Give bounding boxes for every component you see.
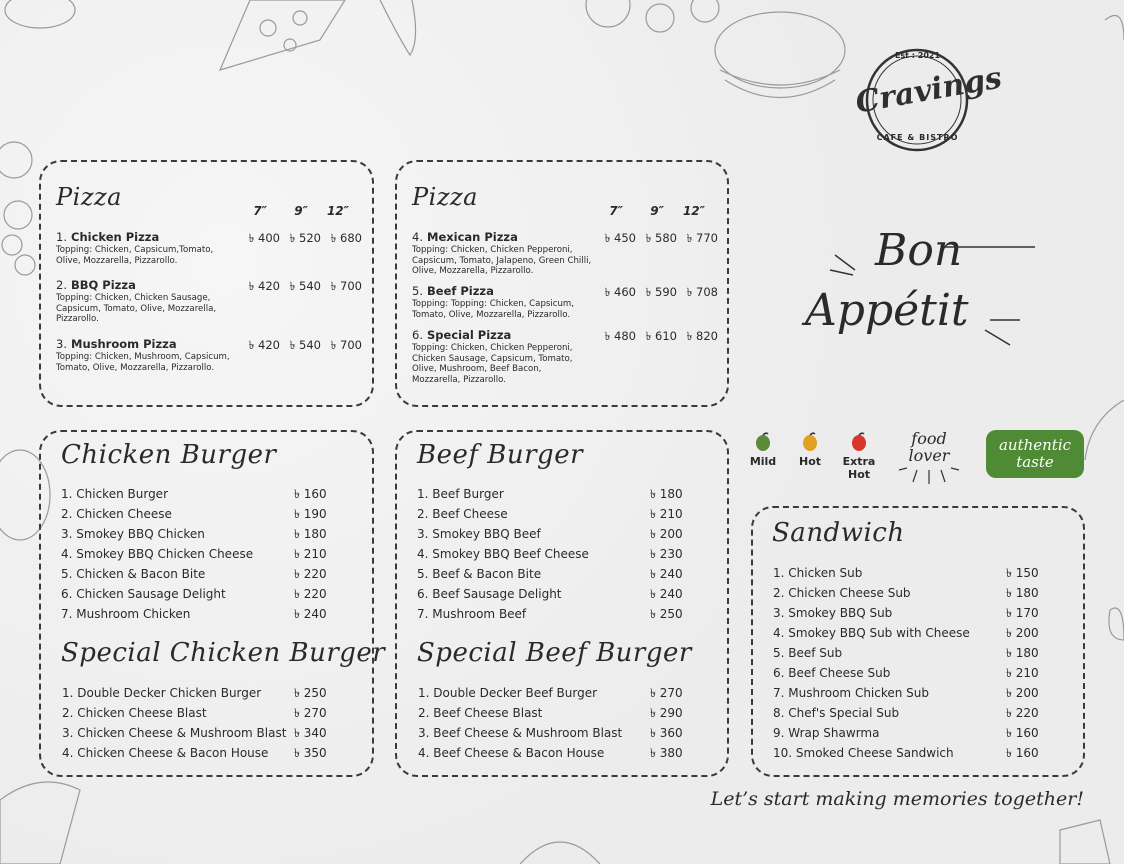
menu-item[interactable] (61, 544, 351, 564)
item-price: ৳ 200 (1006, 626, 1039, 640)
price-7: ৳ 420 (248, 279, 280, 293)
menu-item[interactable] (773, 663, 1068, 683)
legend-extra-hot-label-1: Extra (842, 455, 876, 468)
item-name: 4. Smokey BBQ Beef Cheese (417, 547, 589, 561)
item-price: ৳ 210 (650, 507, 683, 521)
beef-burger-list (417, 484, 707, 624)
menu-item[interactable] (418, 723, 708, 743)
special-chicken-burger-title: Special Chicken Burger (61, 638, 386, 668)
badge-line-1: authentic (998, 436, 1072, 454)
size-9: 9″ (650, 204, 664, 218)
item-num: 6. (412, 328, 423, 342)
tagline-line-1: Bon (875, 225, 963, 276)
item-price: ৳ 180 (294, 527, 327, 541)
item-name: 2. Beef Cheese (417, 507, 508, 521)
menu-item[interactable] (56, 230, 386, 266)
menu-item[interactable] (417, 544, 707, 564)
size-12: 12″ (682, 204, 705, 218)
item-price: ৳ 240 (294, 607, 327, 621)
price-9: ৳ 520 (289, 231, 321, 245)
legend-extra-hot-label-2: Hot (847, 468, 871, 481)
item-price: ৳ 380 (650, 746, 683, 760)
item-name: 4. Smokey BBQ Sub with Cheese (773, 626, 970, 640)
size-12: 12″ (326, 204, 349, 218)
item-name: 2. Beef Cheese Blast (418, 706, 543, 720)
item-price: ৳ 150 (1006, 566, 1039, 580)
chicken-burger-list (61, 484, 351, 624)
price-7: ৳ 400 (248, 231, 280, 245)
menu-item[interactable] (773, 583, 1068, 603)
chicken-burger-title: Chicken Burger (61, 440, 277, 470)
burst-lines-icon (897, 464, 961, 486)
item-name: BBQ Pizza (71, 278, 136, 292)
item-name: 1. Chicken Sub (773, 566, 863, 580)
sandwich-title: Sandwich (772, 518, 905, 548)
tagline-line-2: Appétit (805, 285, 969, 336)
item-name: 2. Chicken Cheese Blast (62, 706, 207, 720)
food-lover-line-2: lover (908, 446, 950, 465)
logo-sub: CAFE & BISTRO (876, 133, 959, 142)
item-price: ৳ 250 (650, 607, 683, 621)
item-name: 5. Beef & Bacon Bite (417, 567, 542, 581)
item-price: ৳ 350 (294, 746, 327, 760)
size-7: 7″ (609, 204, 623, 218)
item-topping: Topping: Chicken, Chicken Sausage, Capsicum, Tomato, Olive, Mozzarella, Pizzarollo. (56, 293, 217, 324)
item-topping: Topping: Topping: Chicken, Capsicum, Tomato, Olive, Mozzarella, Pizzarollo. (412, 299, 575, 320)
item-name: 2. Chicken Cheese (61, 507, 172, 521)
price-12: ৳ 700 (330, 338, 362, 352)
beef-burger-title: Beef Burger (417, 440, 584, 470)
menu-item[interactable] (412, 284, 742, 320)
item-name: 1. Chicken Burger (61, 487, 168, 501)
menu-item[interactable] (418, 743, 708, 763)
extra-hot-pepper-icon (850, 432, 868, 452)
item-price: ৳ 210 (1006, 666, 1039, 680)
item-name: Mexican Pizza (427, 230, 518, 244)
item-name: 5. Beef Sub (773, 646, 843, 660)
legend-mild-label: Mild (749, 455, 777, 468)
item-name: 7. Mushroom Chicken Sub (773, 686, 930, 700)
authentic-taste-badge (986, 430, 1084, 478)
menu-item[interactable] (773, 623, 1068, 643)
logo-name: Cravings (852, 60, 1005, 121)
item-name: 10. Smoked Cheese Sandwich (773, 746, 954, 760)
item-price: ৳ 290 (650, 706, 683, 720)
price-7: ৳ 460 (604, 285, 636, 299)
item-price: ৳ 200 (650, 527, 683, 541)
item-name: 4. Chicken Cheese & Bacon House (62, 746, 269, 760)
item-price: ৳ 180 (1006, 586, 1039, 600)
item-price: ৳ 240 (650, 567, 683, 581)
special-beef-burger-list (418, 683, 708, 763)
item-name: 5. Chicken & Bacon Bite (61, 567, 206, 581)
size-7: 7″ (253, 204, 267, 218)
item-price: ৳ 220 (294, 567, 327, 581)
food-lover-line-1: food (911, 429, 947, 448)
menu-item[interactable] (62, 743, 352, 763)
price-12: ৳ 770 (686, 231, 718, 245)
item-price: ৳ 250 (294, 686, 327, 700)
hot-pepper-icon (801, 432, 819, 452)
item-name: 6. Beef Sausage Delight (417, 587, 562, 601)
pizza-1-title: Pizza (56, 183, 122, 211)
menu-item[interactable] (61, 504, 351, 524)
item-price: ৳ 220 (1006, 706, 1039, 720)
menu-item[interactable] (417, 504, 707, 524)
legend-extra-hot (840, 432, 878, 481)
item-name: 3. Beef Cheese & Mushroom Blast (418, 726, 623, 740)
item-price: ৳ 220 (294, 587, 327, 601)
item-price: ৳ 170 (1006, 606, 1039, 620)
item-price: ৳ 180 (1006, 646, 1039, 660)
tagline-bon-appetit (805, 225, 1035, 355)
menu-item[interactable] (417, 564, 707, 584)
pizza-1-sizes (226, 204, 349, 218)
item-num: 1. (56, 230, 67, 244)
item-price: ৳ 160 (294, 487, 327, 501)
item-name: Chicken Pizza (71, 230, 160, 244)
item-price: ৳ 180 (650, 487, 683, 501)
item-name: Beef Pizza (427, 284, 494, 298)
menu-item[interactable] (412, 328, 742, 385)
special-beef-burger-title: Special Beef Burger (417, 638, 692, 668)
item-name: 1. Double Decker Beef Burger (418, 686, 598, 700)
menu-item[interactable] (61, 584, 351, 604)
item-price: ৳ 200 (1006, 686, 1039, 700)
price-9: ৳ 540 (289, 338, 321, 352)
item-price: ৳ 270 (294, 706, 327, 720)
logo-est: Est : 2021 (894, 51, 941, 60)
price-9: ৳ 540 (289, 279, 321, 293)
price-7: ৳ 420 (248, 338, 280, 352)
price-9: ৳ 580 (645, 231, 677, 245)
item-price: ৳ 230 (650, 547, 683, 561)
menu-item[interactable] (61, 524, 351, 544)
brand-logo (852, 45, 1005, 155)
menu-item[interactable] (773, 563, 1068, 583)
menu-item[interactable] (773, 683, 1068, 703)
item-price: ৳ 190 (294, 507, 327, 521)
menu-item[interactable] (417, 584, 707, 604)
menu-item[interactable] (417, 604, 707, 624)
menu-item[interactable] (61, 484, 351, 504)
special-chicken-burger-list (62, 683, 352, 763)
item-name: 7. Mushroom Beef (417, 607, 527, 621)
item-price: ৳ 340 (294, 726, 327, 740)
legend-hot (793, 432, 827, 468)
item-price: ৳ 360 (650, 726, 683, 740)
item-name: 1. Double Decker Chicken Burger (62, 686, 262, 700)
menu-item[interactable] (773, 723, 1068, 743)
item-name: 2. Chicken Cheese Sub (773, 586, 911, 600)
item-name: 9. Wrap Shawrma (773, 726, 880, 740)
pizza-2-sizes (582, 204, 705, 218)
price-9: ৳ 610 (645, 329, 677, 343)
menu-item[interactable] (418, 683, 708, 703)
menu-item[interactable] (412, 230, 742, 277)
item-price: ৳ 210 (294, 547, 327, 561)
legend-mild (746, 432, 780, 468)
item-topping: Topping: Chicken, Mushroom, Capsicum, Tomato, Olive, Mozzarella, Pizzarollo. (56, 352, 230, 373)
item-name: 6. Chicken Sausage Delight (61, 587, 226, 601)
menu-item[interactable] (773, 703, 1068, 723)
sandwich-list (773, 563, 1068, 763)
item-name: 3. Smokey BBQ Beef (417, 527, 541, 541)
menu-item[interactable] (62, 683, 352, 703)
food-lover-stamp (897, 430, 961, 489)
item-name: 6. Beef Cheese Sub (773, 666, 891, 680)
item-name: 3. Chicken Cheese & Mushroom Blast (62, 726, 287, 740)
item-name: 3. Smokey BBQ Sub (773, 606, 893, 620)
menu-item[interactable] (56, 278, 386, 325)
price-9: ৳ 590 (645, 285, 677, 299)
item-price: ৳ 270 (650, 686, 683, 700)
badge-line-2: taste (1016, 453, 1054, 471)
item-num: 4. (412, 230, 423, 244)
menu-item[interactable] (773, 643, 1068, 663)
price-7: ৳ 480 (604, 329, 636, 343)
legend-hot-label: Hot (798, 455, 822, 468)
item-num: 5. (412, 284, 423, 298)
item-name: Special Pizza (427, 328, 512, 342)
price-7: ৳ 450 (604, 231, 636, 245)
price-12: ৳ 700 (330, 279, 362, 293)
menu-item[interactable] (62, 723, 352, 743)
mild-pepper-icon (754, 432, 772, 452)
item-name: 7. Mushroom Chicken (61, 607, 191, 621)
price-12: ৳ 820 (686, 329, 718, 343)
menu-item[interactable] (417, 484, 707, 504)
menu-item[interactable] (773, 603, 1068, 623)
pizza-2-title: Pizza (412, 183, 478, 211)
sparkle-lines-icon (805, 225, 1035, 355)
item-topping: Topping: Chicken, Chicken Pepperoni, Chicken Sausage, Capsicum, Tomato, Olive, Mushroom, Beef Bacon, Mozzarella, Pizzarollo. (412, 343, 573, 385)
size-9: 9″ (294, 204, 308, 218)
item-name: 4. Beef Cheese & Bacon House (418, 746, 605, 760)
item-price: ৳ 240 (650, 587, 683, 601)
price-12: ৳ 708 (686, 285, 718, 299)
item-name: 8. Chef's Special Sub (773, 706, 900, 720)
menu-item[interactable] (62, 703, 352, 723)
item-topping: Topping: Chicken, Chicken Pepperoni, Capsicum, Tomato, Jalapeno, Green Chilli, Olive, Mozzarella, Pizzarollo. (412, 245, 592, 276)
item-name: Mushroom Pizza (71, 337, 177, 351)
item-topping: Topping: Chicken, Capsicum,Tomato, Olive, Mozzarella, Pizzarollo. (56, 245, 214, 266)
item-name: 1. Beef Burger (417, 487, 504, 501)
footer-tagline: Let’s start making memories together! (710, 788, 1084, 810)
menu-item[interactable] (61, 604, 351, 624)
menu-item[interactable] (61, 564, 351, 584)
item-num: 2. (56, 278, 67, 292)
item-num: 3. (56, 337, 67, 351)
item-price: ৳ 160 (1006, 726, 1039, 740)
item-name: 3. Smokey BBQ Chicken (61, 527, 205, 541)
menu-item[interactable] (418, 703, 708, 723)
price-12: ৳ 680 (330, 231, 362, 245)
menu-item[interactable] (56, 337, 386, 373)
menu-item[interactable] (417, 524, 707, 544)
item-name: 4. Smokey BBQ Chicken Cheese (61, 547, 254, 561)
menu-item[interactable] (773, 743, 1068, 763)
item-price: ৳ 160 (1006, 746, 1039, 760)
